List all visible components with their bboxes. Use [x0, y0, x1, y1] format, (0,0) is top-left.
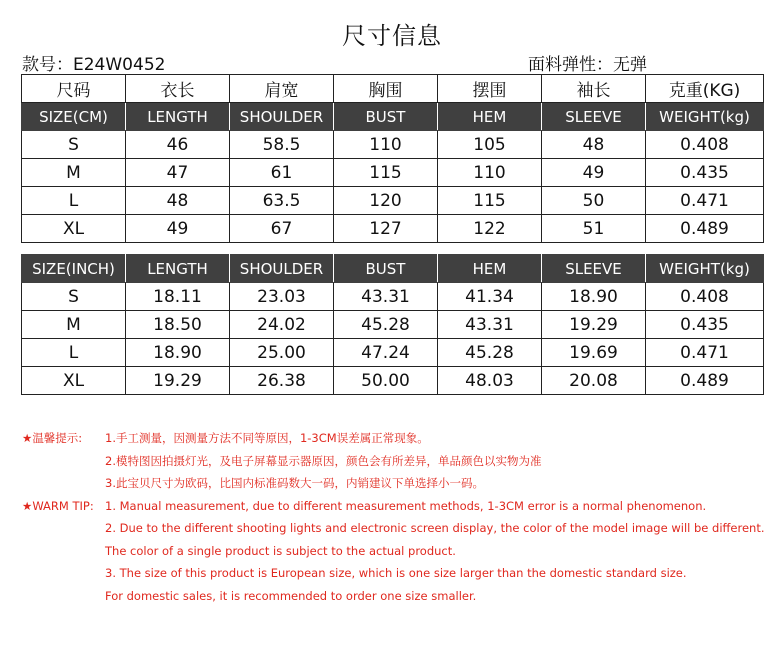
table-row-cell: 25.00	[230, 339, 334, 367]
tip-en-line: 2. Due to the different shooting lights and electronic screen display, the color of the model image will be different.	[105, 521, 765, 535]
tip-en-label: WARM TIP:	[32, 498, 94, 513]
cm-header-row-cell: SLEEVE	[542, 103, 646, 131]
table-row-cell: S	[22, 131, 126, 159]
table-row-cell: 19.29	[542, 311, 646, 339]
cm-header-row-cell: SIZE(CM)	[22, 103, 126, 131]
inch-header-row-cell: LENGTH	[126, 255, 230, 283]
tip-en-row	[22, 543, 782, 566]
tip-en-row	[22, 520, 782, 543]
cn-header-row-cell: 衣长	[126, 75, 230, 103]
table-row-cell: 0.471	[646, 187, 764, 215]
table-row-cell: 43.31	[334, 283, 438, 311]
tip-en-row	[22, 565, 782, 588]
table-row	[22, 283, 764, 311]
table-row-cell: 24.02	[230, 311, 334, 339]
table-row-cell: 45.28	[334, 311, 438, 339]
table-row-cell: 120	[334, 187, 438, 215]
table-row-cell: 49	[542, 159, 646, 187]
table-row-cell: 23.03	[230, 283, 334, 311]
warm-tips	[22, 430, 782, 610]
table-row-cell: 18.90	[542, 283, 646, 311]
cn-header-row	[22, 75, 764, 103]
table-row-cell: XL	[22, 215, 126, 243]
table-row-cell: 115	[334, 159, 438, 187]
table-row-cell: 49	[126, 215, 230, 243]
table-row-cell: M	[22, 159, 126, 187]
tip-en-line: The color of a single product is subject to the actual product.	[105, 543, 456, 558]
tip-cn-row	[22, 430, 782, 453]
table-row-cell: 58.5	[230, 131, 334, 159]
inch-header-row-cell: HEM	[438, 255, 542, 283]
table-row-cell: 0.435	[646, 159, 764, 187]
cn-header-row-cell: 胸围	[334, 75, 438, 103]
table-row-cell: 18.11	[126, 283, 230, 311]
fabric-elasticity: 面料弹性：无弹	[528, 55, 647, 75]
tip-cn-line: 2.模特图因拍摄灯光，及电子屏幕显示器原因，颜色会有所差异，单品颜色以实物为准	[105, 453, 542, 468]
table-row-cell: 0.408	[646, 131, 764, 159]
table-row	[22, 339, 764, 367]
table-row-cell: 51	[542, 215, 646, 243]
table-row	[22, 215, 764, 243]
table-row-cell: 20.08	[542, 367, 646, 395]
inch-header-row-cell: WEIGHT(kg)	[646, 255, 764, 283]
table-row-cell: 0.408	[646, 283, 764, 311]
table-row-cell: 46	[126, 131, 230, 159]
table-row-cell: 0.471	[646, 339, 764, 367]
table-row-cell: 47.24	[334, 339, 438, 367]
table-row-cell: 41.34	[438, 283, 542, 311]
table-row-cell: 0.489	[646, 367, 764, 395]
table-row-cell: 115	[438, 187, 542, 215]
table-row-cell: 45.28	[438, 339, 542, 367]
table-row-cell: 0.489	[646, 215, 764, 243]
tip-en-line: For domestic sales, it is recommended to order one size smaller.	[105, 588, 477, 603]
page-title: 尺寸信息	[342, 22, 442, 50]
star-icon: ★	[22, 498, 33, 513]
table-row-cell: 50	[542, 187, 646, 215]
table-row-cell: 0.435	[646, 311, 764, 339]
table-row-cell: 18.50	[126, 311, 230, 339]
inch-header-row-cell: SIZE(INCH)	[22, 255, 126, 283]
tip-cn-line: 3.此宝贝尺寸为欧码，比国内标准码数大一码，内销建议下单选择小一码。	[105, 476, 484, 490]
cm-header-row-cell: SHOULDER	[230, 103, 334, 131]
table-row-cell: 43.31	[438, 311, 542, 339]
cn-header-row-cell: 袖长	[542, 75, 646, 103]
cn-header-row-cell: 肩宽	[230, 75, 334, 103]
tip-en-row	[22, 498, 782, 521]
table-row-cell: 19.29	[126, 367, 230, 395]
cm-header-row-cell: BUST	[334, 103, 438, 131]
table-row-cell: 18.90	[126, 339, 230, 367]
size-table-cm	[21, 74, 764, 243]
cm-header-row-cell: LENGTH	[126, 103, 230, 131]
table-row	[22, 311, 764, 339]
cm-header-row	[22, 103, 764, 131]
tip-cn-line: 1.手工测量，因测量方法不同等原因，1-3CM误差属正常现象。	[105, 431, 429, 445]
tip-en-line: 1. Manual measurement, due to different measurement methods, 1-3CM error is a normal phenomenon.	[105, 498, 707, 513]
table-row-cell: 61	[230, 159, 334, 187]
table-row-cell: 19.69	[542, 339, 646, 367]
table-row-cell: 67	[230, 215, 334, 243]
table-row-cell: 48.03	[438, 367, 542, 395]
table-row-cell: 26.38	[230, 367, 334, 395]
cn-header-row-cell: 摆围	[438, 75, 542, 103]
table-row-cell: 122	[438, 215, 542, 243]
tip-en-row	[22, 588, 782, 611]
table-row-cell: 48	[542, 131, 646, 159]
table-row	[22, 159, 764, 187]
table-row-cell: XL	[22, 367, 126, 395]
table-row-cell: L	[22, 339, 126, 367]
table-row	[22, 367, 764, 395]
star-icon: ★	[22, 431, 33, 445]
tip-cn-row	[22, 475, 782, 498]
table-row-cell: L	[22, 187, 126, 215]
table-row-cell: 63.5	[230, 187, 334, 215]
table-row-cell: M	[22, 311, 126, 339]
table-row-cell: 110	[438, 159, 542, 187]
inch-header-row-cell: BUST	[334, 255, 438, 283]
tip-en-line: 3. The size of this product is European size, which is one size larger than the domestic standard size.	[105, 566, 687, 580]
tip-cn-label: 温馨提示:	[32, 431, 83, 445]
cm-header-row-cell: WEIGHT(kg)	[646, 103, 764, 131]
table-row-cell: 50.00	[334, 367, 438, 395]
cn-header-row-cell: 克重(KG)	[646, 75, 764, 103]
tip-cn-row	[22, 453, 782, 476]
inch-header-row-cell: SLEEVE	[542, 255, 646, 283]
table-row	[22, 131, 764, 159]
table-row-cell: 110	[334, 131, 438, 159]
table-row-cell: 127	[334, 215, 438, 243]
table-row-cell: 48	[126, 187, 230, 215]
table-row-cell: S	[22, 283, 126, 311]
inch-header-row-cell: SHOULDER	[230, 255, 334, 283]
cm-header-row-cell: HEM	[438, 103, 542, 131]
style-number: 款号：E24W0452	[22, 55, 166, 75]
table-row	[22, 187, 764, 215]
inch-header-row	[22, 255, 764, 283]
size-table-inch	[21, 254, 764, 395]
table-row-cell: 47	[126, 159, 230, 187]
cn-header-row-cell: 尺码	[22, 75, 126, 103]
table-row-cell: 105	[438, 131, 542, 159]
